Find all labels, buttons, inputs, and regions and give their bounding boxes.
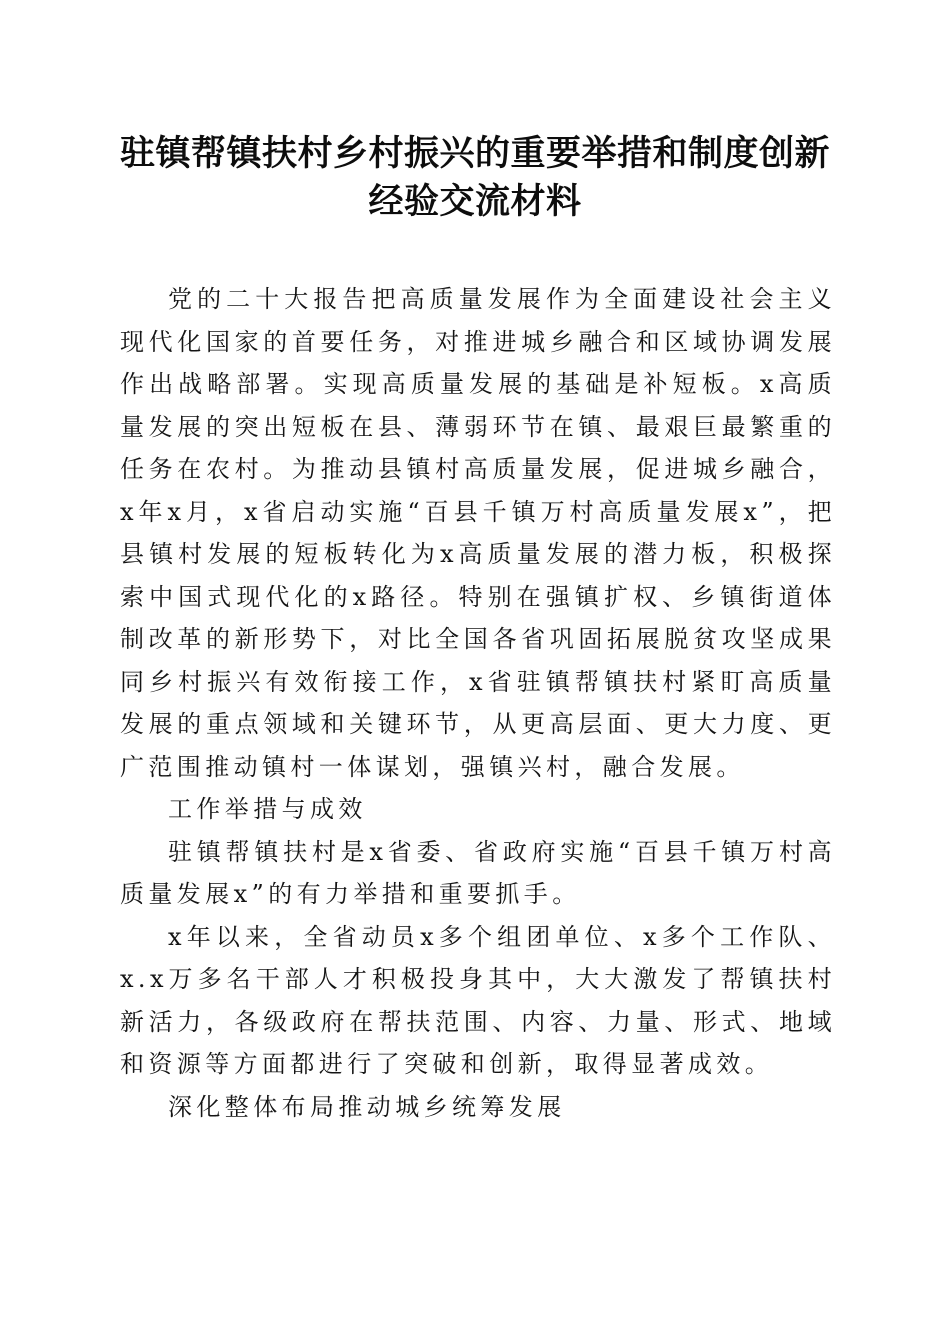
- document-title: [100, 130, 850, 226]
- title-line-2: 经验交流材料: [368, 181, 582, 222]
- document-body: [120, 278, 836, 1128]
- section-heading-measures: 工作举措与成效: [168, 795, 367, 823]
- paragraph-measures: 驻镇帮镇扶村是x省委、省政府实施“百县千镇万村高质量发展x”的有力举措和重要抓手。: [120, 837, 836, 908]
- title-line-1: 驻镇帮镇扶村乡村振兴的重要举措和制度创新: [119, 133, 830, 174]
- paragraph-intro: 党的二十大报告把高质量发展作为全面建设社会主义现代化国家的首要任务，对推进城乡融合和区域协调发展作出战略部署。实现高质量发展的基础是补短板。x高质量发展的突出短板在县、薄弱环节在镇、最艰巨最繁重的任务在农村。为推动县镇村高质量发展，促进城乡融合，x年x月，x省启动实施“百县千镇万村高质量发展x”，把县镇村发展的短板转化为x高质量发展的潜力板，积极探索中国式现代化的x路径。特别在强镇扩权、乡镇街道体制改革的新形势下，对比全国各省巩固拓展脱贫攻坚成果同乡村振兴有效衔接工作，x省驻镇帮镇扶村紧盯高质量发展的重点领域和关键环节，从更高层面、更大力度、更广范围推动镇村一体谋划，强镇兴村，融合发展。: [120, 285, 836, 781]
- section-heading-layout: 深化整体布局推动城乡统筹发展: [168, 1092, 566, 1121]
- paragraph-results: x年以来，全省动员x多个组团单位、x多个工作队、x.x万多名干部人才积极投身其中，大大激发了帮镇扶村新活力，各级政府在帮扶范围、内容、力量、形式、地域和资源等方面都进行了突破和创新，取得显著成效。: [120, 922, 836, 1078]
